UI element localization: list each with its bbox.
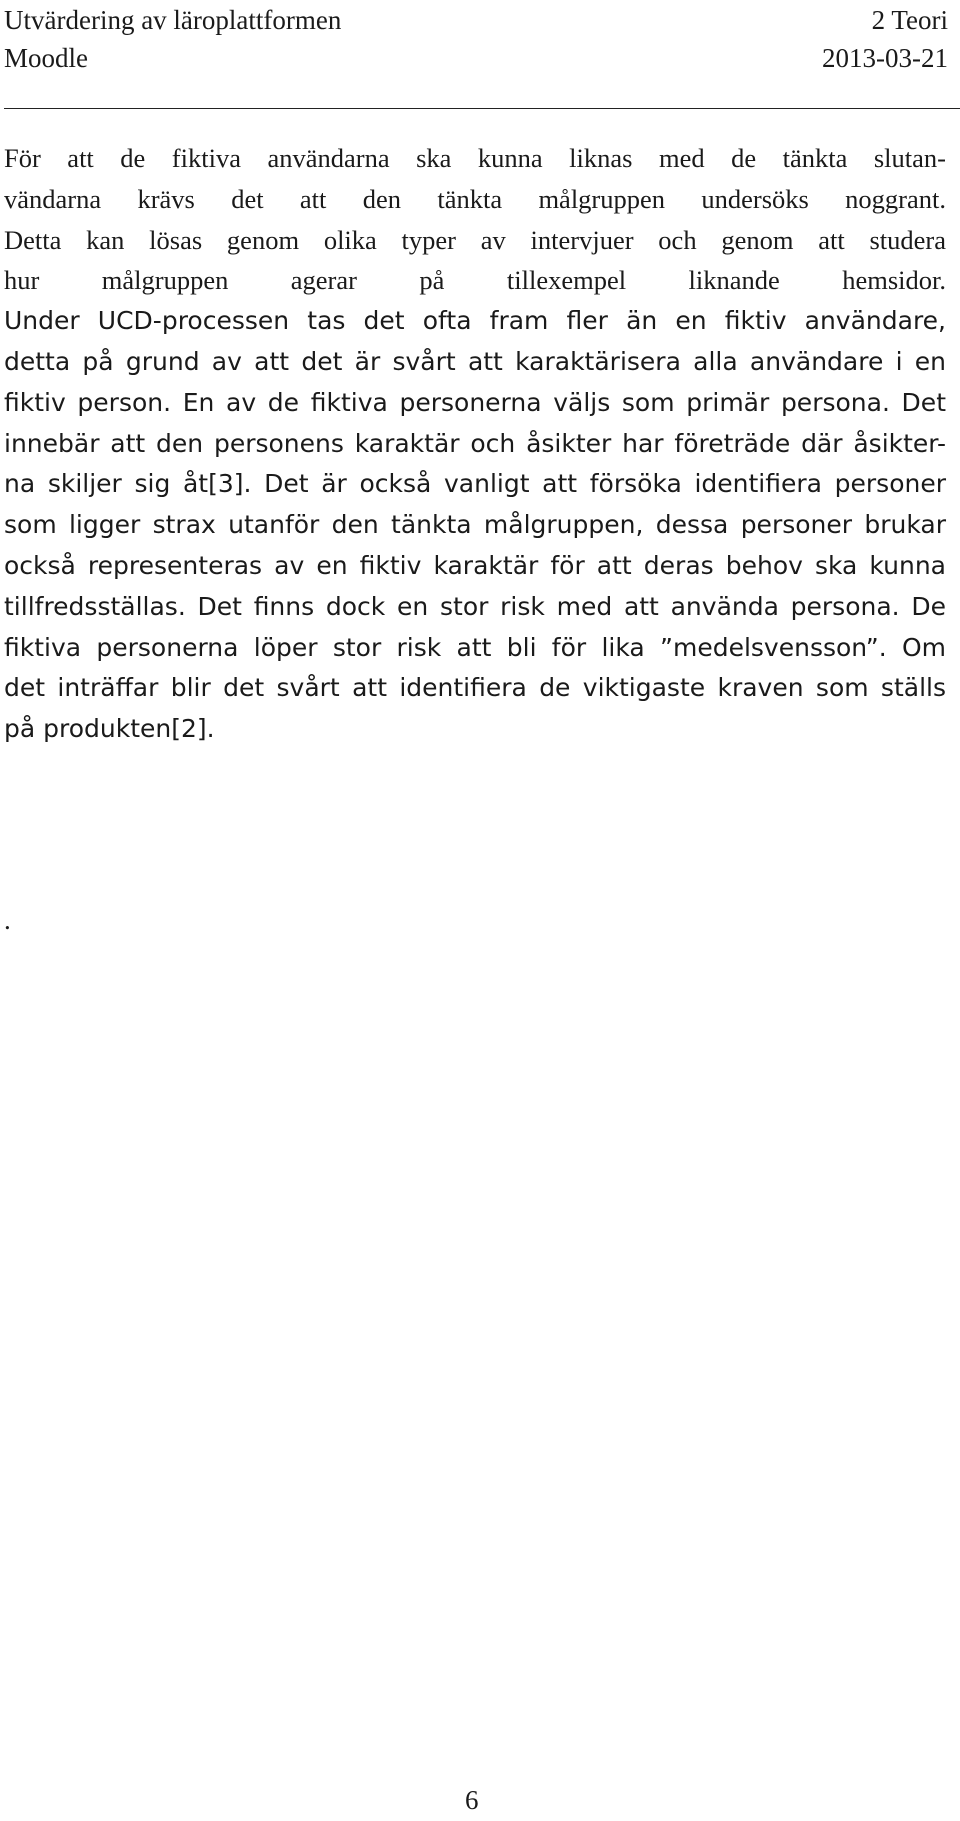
document-title: Utvärdering av läroplattformen — [4, 5, 342, 35]
stray-period: . — [4, 905, 11, 935]
paragraph-line: på produkten[2]. — [4, 714, 215, 744]
section-title: 2 Teori — [871, 5, 948, 35]
paragraph-line: det inträffar blir det svårt att identifiera de viktigaste kraven som ställs — [4, 673, 946, 703]
paragraph-line: hur målgruppen agerar på tillexempel liknande hemsidor. — [4, 265, 946, 296]
paragraph-line: också representeras av en fiktiv karaktär för att deras behov ska kunna — [4, 550, 946, 580]
document-date: 2013-03-21 — [822, 43, 948, 73]
paragraph-line: innebär att den personens karaktär och åsikter har företräde där åsikter- — [4, 428, 946, 458]
paragraph-line: vändarna krävs det att den tänkta målgruppen undersöks noggrant. — [4, 183, 946, 214]
page-number: 6 — [465, 1785, 479, 1815]
paragraph-line: fiktiv person. En av de fiktiva personerna väljs som primär persona. Det — [4, 387, 946, 417]
paragraph-line: fiktiva personerna löper stor risk att bli för lika ”medelsvensson”. Om — [4, 632, 946, 662]
paragraph-line: na skiljer sig åt[3]. Det är också vanligt att försöka identifiera personer — [4, 469, 946, 499]
document-subtitle: Moodle — [4, 43, 88, 73]
paragraph-line: Detta kan lösas genom olika typer av intervjuer och genom att studera — [4, 224, 946, 255]
body-paragraph — [4, 138, 946, 750]
page-header — [4, 0, 960, 109]
paragraph-line: detta på grund av att det är svårt att karaktärisera alla användare i en — [4, 346, 946, 376]
paragraph-line: Under UCD-processen tas det ofta fram fler än en fiktiv användare, — [4, 306, 946, 336]
paragraph-line: som ligger strax utanför den tänkta målgruppen, dessa personer brukar — [4, 510, 946, 540]
paragraph-line: För att de fiktiva användarna ska kunna liknas med de tänkta slutan- — [4, 143, 946, 173]
paragraph-line: tillfredsställas. Det finns dock en stor risk med att använda persona. De — [4, 591, 946, 621]
